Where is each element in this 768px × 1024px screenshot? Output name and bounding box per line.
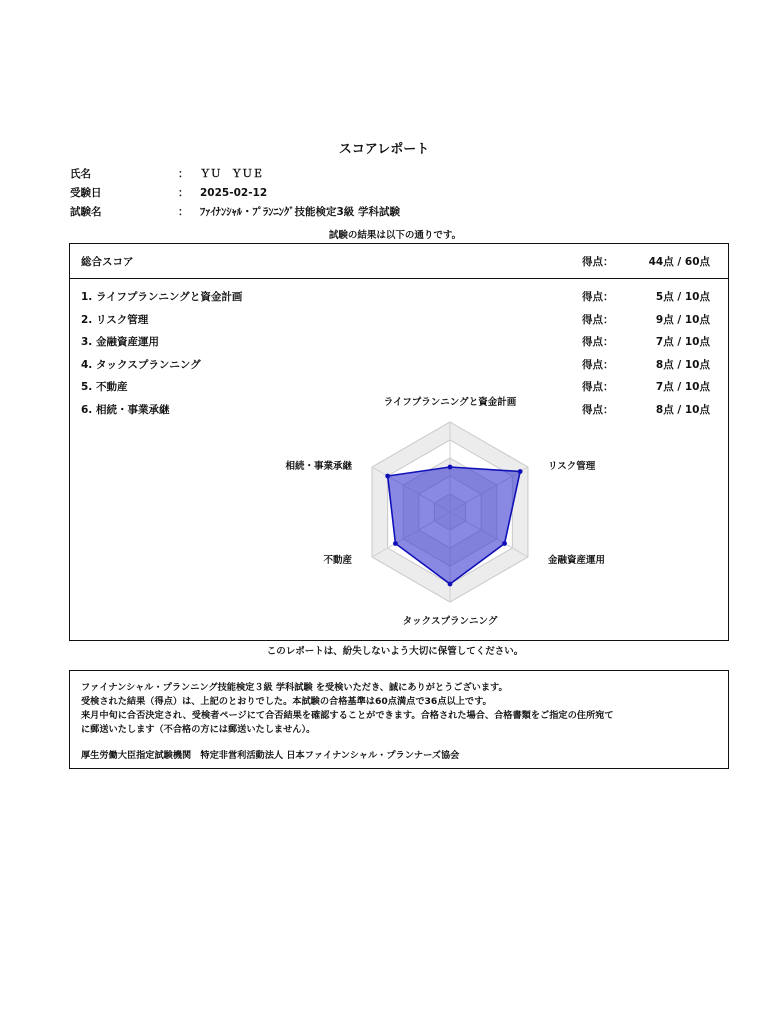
date-value: 2025-02-12 <box>200 187 268 199</box>
radar-axis-label: 不動産 <box>323 555 353 566</box>
section-label: 2. リスク管理 <box>81 314 149 326</box>
score-box <box>69 243 729 641</box>
total-score-row <box>70 244 728 279</box>
section-label: 4. タックスプランニング <box>81 359 201 371</box>
radar-data-point <box>448 582 453 587</box>
message-box <box>69 670 729 769</box>
radar-axis-label: 相続・事業承継 <box>285 461 353 472</box>
colon: ： <box>178 206 189 218</box>
section-row <box>70 288 728 306</box>
colon: ： <box>178 187 189 199</box>
radar-axis-label: タックスプランニング <box>402 616 498 627</box>
section-label: 3. 金融資産運用 <box>81 336 159 348</box>
section-row <box>70 311 728 329</box>
radar-data-point <box>518 469 523 474</box>
section-point-label: 得点： <box>582 359 614 371</box>
radar-axis-label: ライフプランニングと資金計画 <box>383 397 517 408</box>
section-point-label: 得点： <box>582 314 614 326</box>
section-row <box>70 333 728 351</box>
organization-line: 厚生労働大臣指定試験機関 特定非営利活動法人 日本ファイナンシャル・プランナーズ協会 <box>81 750 460 761</box>
date-label: 受験日 <box>70 187 102 199</box>
colon: ： <box>178 168 189 180</box>
section-point-label: 得点： <box>582 336 614 348</box>
radar-axis-label: 金融資産運用 <box>547 555 605 566</box>
section-point-label: 得点： <box>582 404 614 416</box>
name-value: ＹＵ ＹＵＥ <box>200 168 263 180</box>
radar-data-point <box>502 541 507 546</box>
name-label: 氏名 <box>70 168 91 180</box>
radar-data-point <box>385 474 390 479</box>
section-score-value: 8点 / 10点 <box>655 404 710 416</box>
section-label: 6. 相続・事業承継 <box>81 404 170 416</box>
message-line: ファイナンシャル・プランニング技能検定３級 学科試験 を受検いただき、誠にありがとうございます。 <box>81 682 508 693</box>
radar-data-point <box>393 541 398 546</box>
section-score-value: 5点 / 10点 <box>655 291 710 303</box>
radar-data-point <box>448 465 453 470</box>
exam-value: ﾌｧｲﾅﾝｼｬﾙ・ﾌﾟﾗﾝﾆﾝｸﾞ技能検定3級 学科試験 <box>200 206 400 218</box>
message-line: 受検された結果（得点）は、上記のとおりでした。本試験の合格基準は60点満点で36点以上です。 <box>81 696 492 707</box>
total-score-label: 総合スコア <box>81 256 134 268</box>
radar-axis-label: リスク管理 <box>547 461 596 472</box>
total-score-value: 44点 / 60点 <box>648 256 710 268</box>
message-line: に郵送いたします（不合格の方には郵送いたしません）。 <box>81 724 316 735</box>
section-score-value: 7点 / 10点 <box>655 336 710 348</box>
message-line: 来月中旬に合否決定され、受検者ページにて合否結果を確認することができます。合格された場合、合格書類をご指定の住所宛て <box>81 710 614 721</box>
report-title: スコアレポート <box>338 142 430 157</box>
section-label: 1. ライフプランニングと資金計画 <box>81 291 243 303</box>
total-point-label: 得点： <box>582 256 614 268</box>
exam-label: 試験名 <box>70 206 102 218</box>
section-point-label: 得点： <box>582 291 614 303</box>
result-note: 試験の結果は以下の通りです。 <box>328 230 462 241</box>
keep-note: このレポートは、紛失しないよう大切に保管してください。 <box>266 646 524 657</box>
section-point-label: 得点： <box>582 381 614 393</box>
section-label: 5. 不動産 <box>81 381 128 393</box>
section-score-value: 9点 / 10点 <box>655 314 710 326</box>
section-score-value: 8点 / 10点 <box>655 359 710 371</box>
section-score-value: 7点 / 10点 <box>655 381 710 393</box>
section-row <box>70 356 728 374</box>
radar-chart <box>250 394 650 629</box>
